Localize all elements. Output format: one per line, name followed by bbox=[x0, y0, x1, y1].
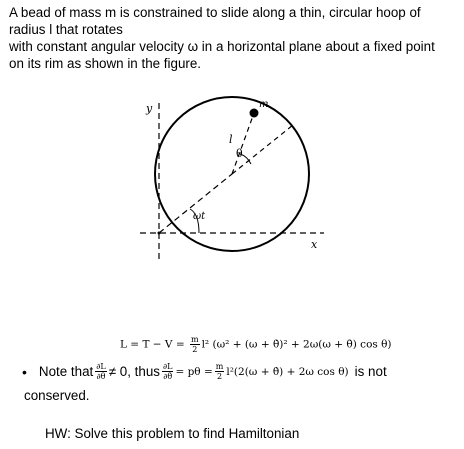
lagrangian-coefficient bbox=[190, 335, 200, 354]
coef-numerator: m bbox=[190, 335, 199, 344]
note-eq-expr: = pθ = bbox=[175, 365, 213, 378]
conjugate-momentum: l²(2(ω + θ̇) + 2ω cos θ) bbox=[226, 365, 349, 378]
pivot-to-center-line bbox=[159, 174, 232, 233]
label-y: y bbox=[146, 102, 153, 115]
partial-den: ∂θ bbox=[96, 372, 106, 381]
partial-l-thetadot bbox=[162, 362, 173, 381]
partial2-den: ∂θ̇ bbox=[163, 372, 173, 381]
note-suffix: is not bbox=[354, 364, 387, 379]
lagrangian-lhs: L = T − V = bbox=[120, 338, 188, 351]
lagrangian-equation bbox=[120, 335, 392, 354]
label-l: l bbox=[229, 133, 233, 146]
momentum-coefficient bbox=[215, 362, 225, 381]
c-den: 2 bbox=[217, 372, 223, 381]
statement-line-1: A bead of mass m is constrained to slide along a thin, circular hoop of bbox=[9, 5, 421, 20]
homework-text: HW: Solve this problem to find Hamiltonian bbox=[45, 426, 300, 441]
note-line-2: conserved. bbox=[24, 388, 90, 403]
label-omega-t: ωt bbox=[193, 211, 206, 222]
statement-line-2: radius l that rotates bbox=[9, 22, 123, 37]
bead bbox=[250, 109, 259, 118]
coef-denominator: 2 bbox=[192, 345, 198, 354]
partial2-num: ∂L bbox=[162, 362, 173, 371]
c-num: m bbox=[215, 362, 224, 371]
statement-line-3: with constant angular velocity ω in a horizontal plane about a fixed point bbox=[9, 39, 435, 54]
label-theta: θ bbox=[236, 147, 243, 160]
statement-line-4: on its rim as shown in the figure. bbox=[9, 56, 202, 71]
label-m: m bbox=[259, 99, 269, 110]
note-prefix: Note that bbox=[38, 364, 94, 379]
label-x: x bbox=[311, 238, 318, 251]
lagrangian-rhs: l² (ω² + (ω + θ̇)² + 2ω(ω + θ̇) cos θ) bbox=[201, 338, 392, 351]
note-line bbox=[22, 362, 387, 381]
partial-num: ∂L bbox=[96, 362, 106, 371]
pivot-point bbox=[158, 232, 161, 235]
bullet-point: • bbox=[22, 363, 27, 380]
note-neq: ≠ 0, thus bbox=[108, 364, 160, 379]
partial-l-theta bbox=[95, 362, 106, 381]
radius-line bbox=[232, 113, 254, 174]
